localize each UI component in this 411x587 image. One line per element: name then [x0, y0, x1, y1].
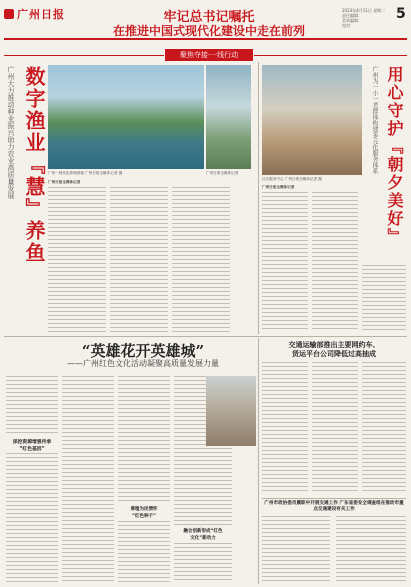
headline-line-1: 牢记总书记嘱托 — [163, 10, 255, 25]
bottom-body-col-2 — [62, 376, 114, 583]
left-story-photo-2 — [206, 65, 251, 169]
banner-rule-right — [254, 55, 407, 56]
left-body-col-2 — [110, 187, 168, 333]
subhead-1: 深挖资源增强传承 — [12, 440, 52, 445]
right-body-col-1 — [262, 192, 308, 332]
masthead-rule — [4, 38, 407, 40]
bottom-body-col-4b — [174, 543, 232, 583]
bottom-right-lower-col-2 — [336, 516, 406, 583]
left-byline: 广州日报全媒体记者 — [48, 180, 81, 184]
bottom-right-title-2: 货运平台公司降低过高抽成 — [292, 350, 376, 358]
newspaper-logo: 广州日报 — [4, 6, 65, 22]
bottom-body-col-1a — [6, 376, 58, 436]
banner-rule-left — [4, 55, 164, 56]
left-story-title: 数字渔业『慧』养鱼 — [22, 66, 46, 264]
masthead — [4, 4, 407, 38]
bottom-left-title: “英雄花开英雄城” — [81, 342, 205, 360]
bottom-left-photo — [206, 376, 256, 446]
right-body-col-2 — [312, 192, 358, 332]
left-body-col-3 — [172, 187, 230, 333]
right-story-title: 用心守护『朝夕美好』 — [385, 66, 404, 246]
bottom-right-lower-title: 广州市政协委员履职中开展交通工作 广东省委安全调查组在推动市重点交通建设有关工作 — [264, 501, 404, 512]
bottom-body-col-3a — [118, 376, 170, 504]
page-number: 5 — [396, 6, 406, 22]
headline-line-2: 在推进中国式现代化建设中走在前列 — [112, 24, 305, 38]
bottom-column-divider — [258, 338, 259, 584]
right-story-subtitle: 广州为一小一老群体构建多元化服务体系 — [371, 66, 378, 174]
left-photo2-caption: 广州日报全媒体记者 — [206, 171, 239, 175]
bottom-right-col-2 — [312, 362, 358, 494]
left-story-photo — [48, 65, 204, 169]
right-byline: 广州日报全媒体记者 — [262, 185, 295, 189]
left-body-col-1 — [48, 187, 106, 333]
left-story-subtitle: 广州大力推动种业振兴助力农业高质量发展 — [7, 66, 15, 199]
right-body-col-3 — [362, 265, 406, 332]
right-photo-caption: 社区服务中心 广州日报全媒体记者 摄 — [262, 177, 322, 181]
section-banner: 聚焦夺接·一线行动 — [165, 49, 253, 61]
subhead-4: “红色种子” — [132, 514, 156, 519]
column-divider — [258, 62, 259, 334]
bottom-right-lower-col-1 — [262, 516, 330, 583]
bottom-body-col-1b — [6, 453, 58, 583]
bottom-right-title-1: 交通运输部推出主要网约车、 — [288, 341, 380, 349]
bottom-left-subtitle: ——广州红色文化活动凝聚高质量发展力量 — [67, 359, 219, 368]
bottom-right-col-1 — [262, 362, 308, 494]
subhead-2: “红色基因” — [19, 447, 45, 452]
left-photo-caption: 广州一现代化养殖基地 广州日报全媒体记者 摄 — [48, 171, 123, 175]
bottom-right-separator — [262, 498, 406, 499]
logo-icon — [4, 9, 14, 19]
subhead-3: 厚植为民情怀 — [130, 507, 158, 512]
right-story-photo — [262, 65, 362, 175]
subhead-6: 文化”新动力 — [190, 536, 216, 541]
bottom-body-col-3b — [118, 521, 170, 583]
section-separator — [4, 336, 407, 337]
subhead-5: 融合创新形成“红色 — [183, 529, 223, 534]
bottom-right-col-3 — [362, 362, 406, 494]
edition-info: 2023年4月11日 星期二 责任编辑： 美术编辑： 校对： — [342, 8, 386, 28]
